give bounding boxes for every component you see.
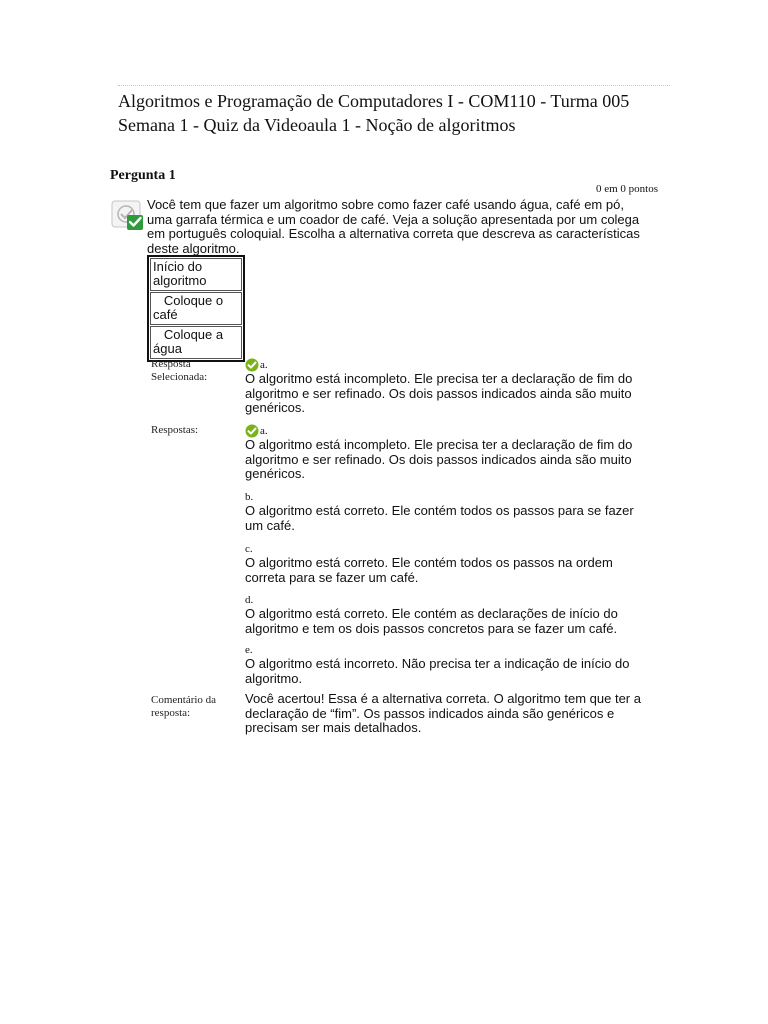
answer-text: O algoritmo está incorreto. Não precisa ter a indicação de início do algoritmo. [245,656,630,686]
answer-letter: b. [245,491,254,503]
algorithm-step-text: Coloque a água [153,327,224,356]
algorithm-step-text: Coloque o café [153,293,224,322]
selected-answer-label: Resposta Selecionada: [151,358,208,383]
algorithm-table [147,255,245,362]
selected-answer [245,358,645,416]
correct-answer-icon [245,424,259,438]
answer-option-e [245,643,645,686]
answer-text: O algoritmo está correto. Ele contém as declarações de início do algoritmo e tem os dois passos concretos para se fazer um café. [245,606,618,636]
algorithm-step [150,326,242,359]
question-text: Você tem que fazer um algoritmo sobre como fazer café usando água, café em pó, uma garrafa térmica e um coador de café. Veja a solução apresentada por um colega em português coloquial. Escolha a alternativa correta que descreva as características deste algoritmo. [147,197,640,256]
answer-text: O algoritmo está correto. Ele contém todos os passos para se fazer um café. [245,503,634,533]
question-label: Pergunta 1 [110,168,176,183]
feedback-label: Comentário da resposta: [151,694,217,719]
answer-text: O algoritmo está incompleto. Ele precisa ter a declaração de fim do algoritmo e ser refinado. Os dois passos indicados ainda são muito genéricos. [245,437,633,481]
top-divider [118,85,670,86]
correct-check-icon [111,200,145,232]
quiz-title: Semana 1 - Quiz da Videoaula 1 - Noção de algoritmos [118,115,516,135]
algorithm-step: Início do algoritmo [150,258,242,291]
selected-answer-text: O algoritmo está incompleto. Ele precisa ter a declaração de fim do algoritmo e ser refinado. Os dois passos indicados ainda são muito genéricos. [245,371,633,415]
selected-answer-letter: a. [260,359,268,371]
answer-text: O algoritmo está correto. Ele contém todos os passos na ordem correta para se fazer um café. [245,555,613,585]
feedback-text: Você acertou! Essa é a alternativa correta. O algoritmo tem que ter a declaração de “fim”. Os passos indicados ainda são genéricos e precisam ser mais detalhados. [245,691,641,735]
course-title: Algoritmos e Programação de Computadores I - COM110 - Turma 005 [118,91,630,111]
answer-option-b [245,490,645,533]
answer-letter: a. [260,425,268,437]
answers-label: Respostas: [151,424,199,436]
answer-letter: e. [245,644,253,656]
answer-option-d [245,593,645,636]
answer-letter: c. [245,543,253,555]
answer-option-a [245,424,645,482]
question-points: 0 em 0 pontos [595,183,658,195]
answer-letter: d. [245,594,254,606]
algorithm-step [150,292,242,325]
correct-answer-icon [245,358,259,372]
answer-option-c [245,542,645,585]
